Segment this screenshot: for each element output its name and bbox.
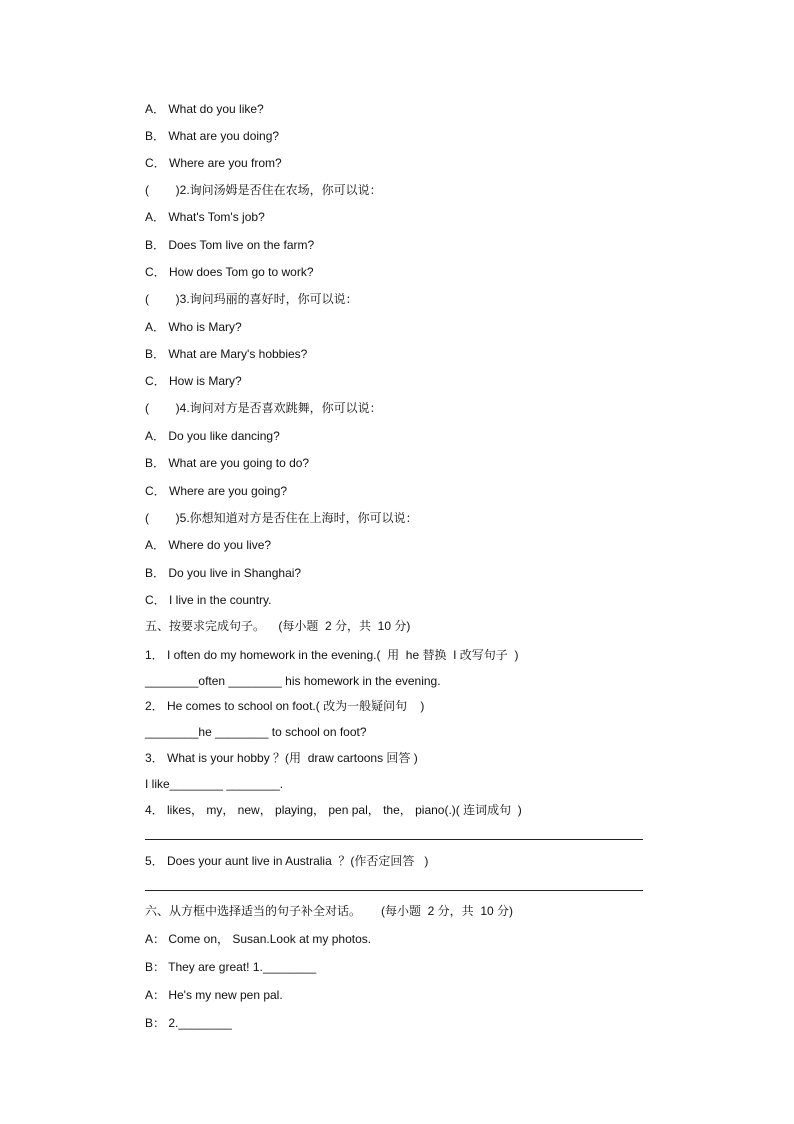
q1-option-c: C． Where are you from? [145,156,282,170]
q3-option-c: C． How is Mary? [145,374,242,388]
q3-option-a: A． Who is Mary? [145,320,242,334]
s5-q2-answer-blank: ________he ________ to school on foot? [145,725,367,739]
q4-option-c: C． Where are you going? [145,484,288,498]
dialogue-line-1: A： Come on， Susan.Look at my photos. [145,932,372,946]
q2-option-b: B． Does Tom live on the farm? [145,238,315,252]
q2-prompt: ( )2.询问汤姆是否住在农场，你可以说： [145,183,382,197]
q2-option-a: A． What's Tom's job? [145,210,265,224]
q5-option-c: C． I live in the country. [145,593,272,607]
q4-prompt: ( )4.询问对方是否喜欢跳舞，你可以说： [145,401,382,415]
s5-q3-question: 3． What is your hobby ？(用 draw cartoons 回答 ) [145,751,418,765]
section6-heading: 六、从方框中选择适当的句子补全对话。 (每小题 2 分，共 10 分) [145,904,514,918]
q2-option-c: C． How does Tom go to work? [145,265,314,279]
s5-q5-question: 5． Does your aunt live in Australia ？(作否定回答 ) [145,854,429,868]
s5-q5-answer-line [145,890,643,891]
s5-q1-answer-blank: ________often ________ his homework in the evening. [145,674,441,688]
q1-option-a: A． What do you like? [145,102,264,116]
q4-option-a: A． Do you like dancing? [145,429,280,443]
dialogue-line-3: A： He's my new pen pal. [145,988,283,1002]
s5-q3-answer-blank: I like________ ________. [145,777,284,791]
dialogue-line-4: B： 2.________ [145,1016,232,1030]
q3-prompt: ( )3.询问玛丽的喜好时，你可以说： [145,292,358,306]
dialogue-line-2: B： They are great! 1.________ [145,960,317,974]
q4-option-b: B． What are you going to do? [145,456,310,470]
q1-option-b: B． What are you doing? [145,129,280,143]
s5-q4-question: 4． likes， my， new， playing， pen pal， the， piano(.)( 连词成句 ) [145,803,522,817]
s5-q1-question: 1． I often do my homework in the evening.( 用 he 替换 I 改写句子 ) [145,648,519,662]
q5-prompt: ( )5.你想知道对方是否住在上海时，你可以说： [145,511,418,525]
section5-heading: 五、按要求完成句子。 (每小题 2 分，共 10 分) [145,619,411,633]
s5-q2-question: 2． He comes to school on foot.( 改为一般疑问句 ) [145,699,425,713]
q5-option-a: A． Where do you live? [145,538,272,552]
q5-option-b: B． Do you live in Shanghai? [145,566,302,580]
s5-q4-answer-line [145,839,643,840]
q3-option-b: B． What are Mary's hobbies? [145,347,308,361]
